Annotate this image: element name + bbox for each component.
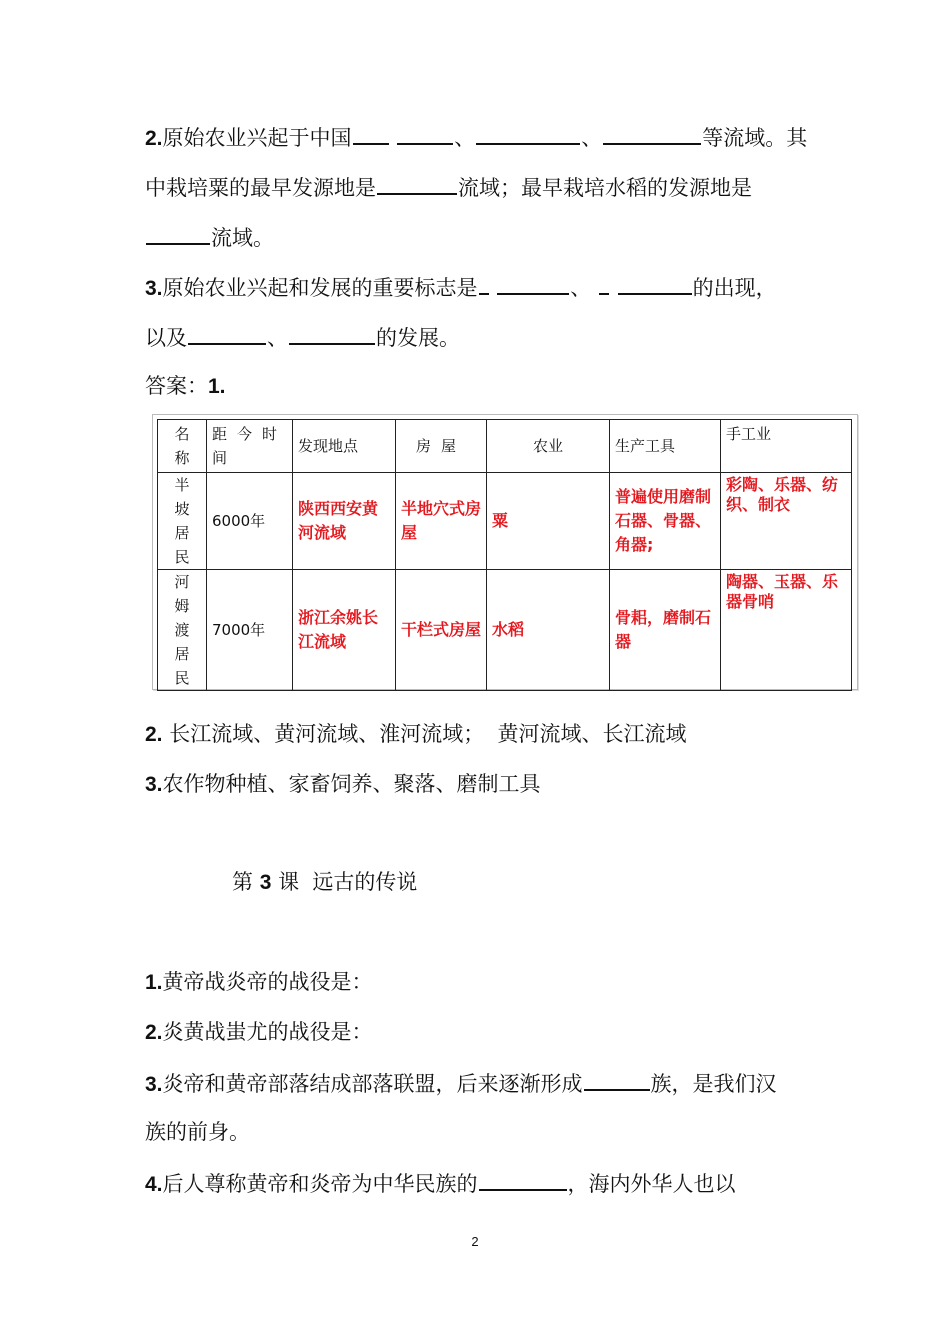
row-place: 陕西西安黄河流域 (293, 473, 396, 570)
separator: 、 (570, 276, 592, 300)
lesson-question-4 (145, 1167, 736, 1200)
row-house: 半地穴式房屋 (396, 473, 487, 570)
question-2-line-2 (145, 171, 752, 203)
question-text: 中栽培粟的最早发源地是 (145, 176, 376, 200)
answer-blank[interactable] (476, 121, 580, 145)
separator: 、 (267, 326, 288, 350)
row-craft: 彩陶、乐器、纺织、制衣 (721, 473, 852, 570)
question-3-line-2 (145, 321, 460, 353)
row-time: 6000年 (207, 473, 293, 570)
answer-blank[interactable] (397, 121, 453, 145)
question-text: 黄帝战炎帝的战役是： (162, 970, 373, 994)
table-header-row (158, 420, 852, 473)
question-text: 族，是我们汉 (650, 1072, 777, 1096)
row-tools: 骨耜，磨制石器 (610, 570, 721, 691)
lesson-question-3-line-1 (145, 1067, 777, 1100)
lesson-question-2 (145, 1017, 373, 1048)
answer-blank[interactable] (603, 121, 701, 145)
separator: 、 (581, 126, 603, 150)
question-text: 的出现， (692, 276, 777, 300)
question-text: 流域。 (211, 226, 274, 250)
table-row (158, 473, 852, 570)
question-number: 2. (145, 1021, 163, 1044)
row-tools: 普遍使用磨制石器、骨器、角器; (610, 473, 721, 570)
row-name: 河 姆 渡 居 民 (158, 570, 207, 691)
lesson-number: 3 (259, 871, 272, 894)
question-text: 原始农业兴起和发展的重要标志是 (162, 276, 478, 300)
question-text: 炎帝和黄帝部落结成部落联盟，后来逐渐形成 (162, 1072, 583, 1096)
header-tools: 生产工具 (610, 420, 721, 473)
header-place: 发现地点 (293, 420, 396, 473)
question-text: 炎黄战蚩尤的战役是： (162, 1020, 373, 1044)
question-text: 后人尊称黄帝和炎帝为中华民族的 (162, 1172, 478, 1196)
question-text: 流域；最早栽培水稻的发源地是 (458, 176, 752, 200)
question-text: 等流域。其 (702, 126, 808, 150)
lesson-question-1 (145, 967, 373, 998)
answer-blank[interactable] (353, 121, 389, 145)
answer-table (157, 419, 852, 691)
row-craft: 陶器、玉器、乐器骨哨 (721, 570, 852, 691)
question-text: ，海内外华人也以 (567, 1172, 736, 1196)
header-house: 房屋 (396, 420, 487, 473)
answer-text: 农作物种植、家畜饲养、聚落、磨制工具 (162, 772, 541, 796)
table-row (158, 570, 852, 691)
answer-2 (145, 719, 687, 750)
question-text: 族的前身。 (145, 1120, 250, 1144)
question-2-line-1 (145, 121, 807, 154)
header-agri: 农业 (487, 420, 610, 473)
row-house: 干栏式房屋 (396, 570, 487, 691)
question-2-line-3 (145, 221, 274, 253)
lesson-name: 课 远古的传说 (278, 870, 418, 894)
lesson-title (232, 867, 417, 898)
answer-number: 3. (145, 773, 163, 796)
answer-blank[interactable] (479, 1167, 567, 1191)
row-time: 7000年 (207, 570, 293, 691)
answer-blank[interactable] (377, 171, 457, 195)
question-number: 4. (145, 1173, 163, 1196)
header-craft: 手工业 (721, 420, 852, 473)
question-text: 原始农业兴起于中国 (162, 126, 352, 150)
separator: 、 (454, 126, 476, 150)
row-place: 浙江余姚长江流域 (293, 570, 396, 691)
answer-blank[interactable] (289, 321, 375, 345)
question-3-line-1 (145, 271, 777, 304)
question-number: 2. (145, 127, 163, 150)
answer-blank[interactable] (599, 271, 609, 295)
header-name: 名 称 (158, 420, 207, 473)
answer-label: 答案： (145, 374, 208, 398)
question-number: 3. (145, 1073, 163, 1096)
answer-number: 1. (208, 375, 226, 398)
answer-blank[interactable] (188, 321, 266, 345)
answer-3 (145, 769, 541, 800)
answer-number: 2. (145, 723, 163, 746)
answer-table-figure (152, 414, 858, 690)
lesson-prefix: 第 (232, 870, 253, 894)
question-number: 1. (145, 971, 163, 994)
answer-blank[interactable] (584, 1067, 650, 1091)
answer-label-line (145, 371, 226, 402)
row-name: 半 坡 居 民 (158, 473, 207, 570)
question-text: 以及 (145, 326, 187, 350)
header-time: 距今时间 (207, 420, 293, 473)
question-number: 3. (145, 277, 163, 300)
answer-blank[interactable] (618, 271, 692, 295)
row-agri: 水稻 (487, 570, 610, 691)
row-agri: 粟 (487, 473, 610, 570)
answer-blank[interactable] (479, 271, 489, 295)
answer-text: 长江流域、黄河流域、淮河流域； 黄河流域、长江流域 (169, 722, 687, 746)
question-text: 的发展。 (376, 326, 460, 350)
lesson-question-3-line-2 (145, 1117, 250, 1147)
page-number: 2 (471, 1234, 479, 1249)
answer-blank[interactable] (497, 271, 569, 295)
answer-blank[interactable] (146, 221, 210, 245)
